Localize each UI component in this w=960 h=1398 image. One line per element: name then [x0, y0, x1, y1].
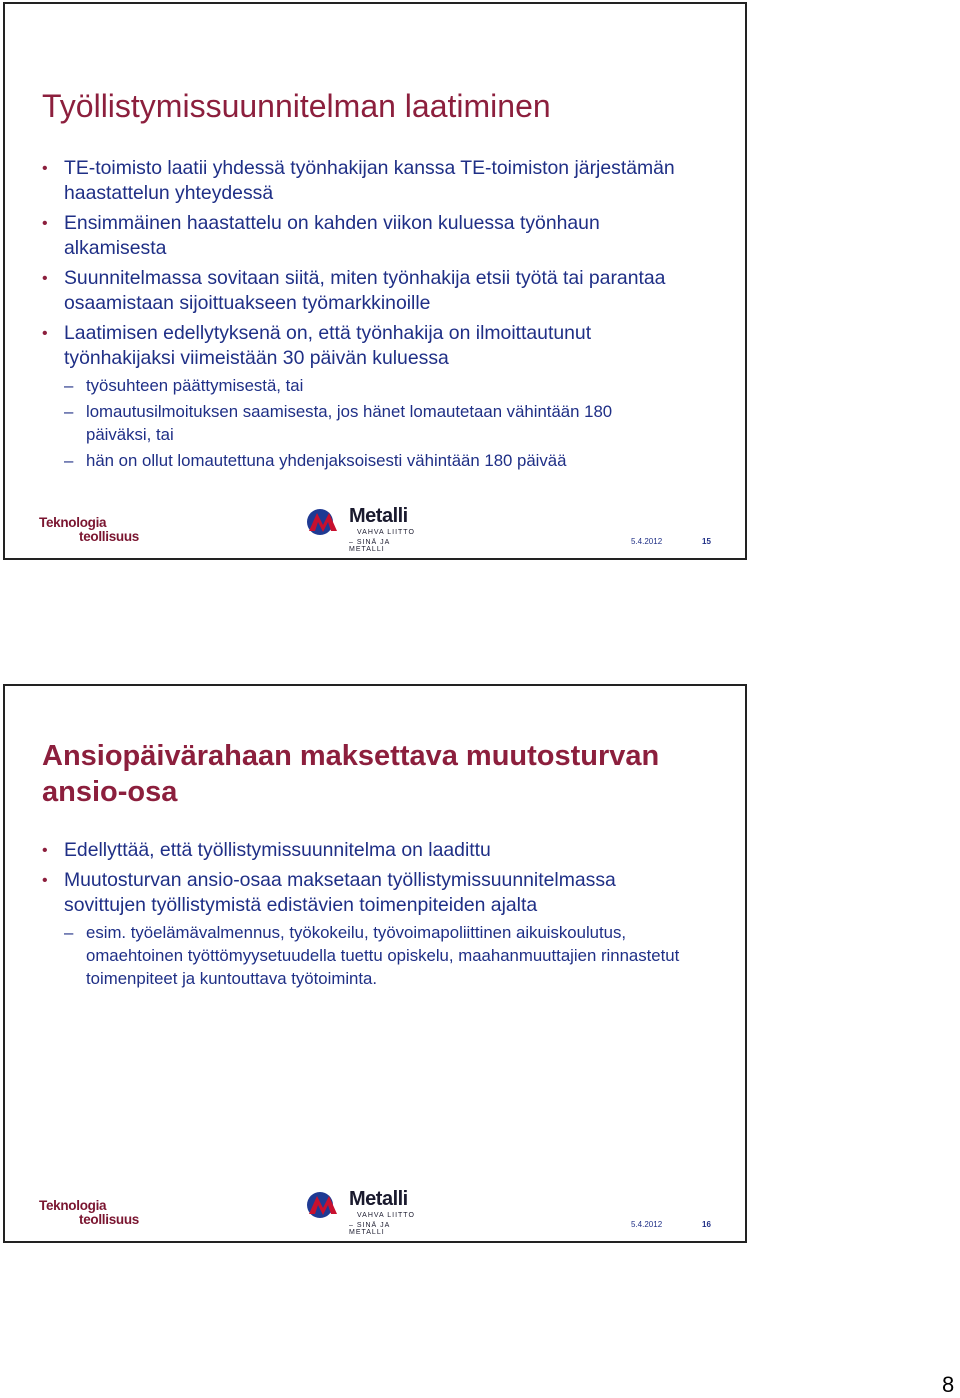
bullet-item — [42, 211, 682, 261]
bullet-dot-icon: • — [42, 842, 48, 859]
teknologiateollisuus-logo — [39, 1198, 151, 1228]
metalli-mark-icon — [305, 1190, 345, 1220]
logo-text: teollisuus — [79, 529, 140, 544]
bullet-text: Suunnitelmassa sovitaan siitä, miten työnhakija etsii työtä tai parantaa osaamistaan sijoittuakseen työmarkkinoille — [64, 267, 666, 314]
logo-text: teollisuus — [79, 1212, 140, 1227]
bullet-text: TE-toimisto laatii yhdessä työnhakijan kanssa TE-toimiston järjestämän haastattelun yhteydessä — [64, 157, 675, 204]
bullet-item — [42, 838, 682, 863]
dash-icon: – — [64, 923, 74, 942]
bullet-text: Edellyttää, että työllistymissuunnitelma on laadittu — [64, 839, 491, 861]
sub-bullet-item — [42, 921, 682, 990]
bullet-dot-icon: • — [42, 325, 48, 342]
bullet-text: Muutosturvan ansio-osaa maksetaan työllistymissuunnitelmassa sovittujen työllistymistä edistävien toimenpiteiden ajalta — [64, 869, 616, 916]
logo-tagline: VAHVA LIITTO — [357, 1212, 415, 1219]
bullet-item — [42, 156, 682, 206]
slide-content — [42, 838, 682, 993]
slide-date: 5.4.2012 — [631, 1220, 663, 1229]
slide-16 — [3, 684, 747, 1243]
sub-bullet-text: hän on ollut lomautettuna yhdenjaksoisesti vähintään 180 päivää — [86, 451, 567, 470]
page-number: 8 — [942, 1372, 955, 1397]
logo-tagline: – SINÄ JA METALLI — [349, 1222, 390, 1236]
logo-text: Metalli — [349, 1188, 408, 1210]
slide-title: Ansiopäivärahaan maksettava muutosturvan ansio-osa — [42, 740, 660, 808]
sub-bullet-text: lomautusilmoituksen saamisesta, jos hänet lomautetaan vähintään 180 päiväksi, tai — [86, 402, 613, 444]
dash-icon: – — [64, 451, 74, 470]
logo-tagline: VAHVA LIITTO — [357, 529, 415, 536]
slide-content — [42, 156, 682, 475]
bullet-item — [42, 868, 682, 918]
metalliliitto-logo — [305, 1188, 415, 1234]
bullet-dot-icon: • — [42, 270, 48, 287]
sub-bullet-text: esim. työelämävalmennus, työkokeilu, työvoimapoliittinen aikuiskoulutus, omaehtoinen työttömyysetuudella tuettu opiskelu, maahanmuuttajien rinnastetut toimenpiteet ja kuntouttava työtoiminta. — [86, 923, 680, 988]
dash-icon: – — [64, 376, 74, 395]
logo-text: Teknologia — [39, 515, 107, 530]
dash-icon: – — [64, 402, 74, 421]
sub-bullet-item — [42, 449, 682, 472]
slide-15 — [3, 2, 747, 560]
teknologiateollisuus-logo — [39, 515, 151, 545]
logo-text: Teknologia — [39, 1198, 107, 1213]
slide-title: Työllistymissuunnitelman laatiminen — [42, 88, 551, 124]
sub-bullet-item — [42, 374, 682, 397]
metalliliitto-logo — [305, 505, 415, 551]
bullet-text: Ensimmäinen haastattelu on kahden viikon kuluessa työnhaun alkamisesta — [64, 212, 600, 259]
sub-bullet-text: työsuhteen päättymisestä, tai — [86, 376, 304, 395]
bullet-item — [42, 266, 682, 316]
bullet-dot-icon: • — [42, 215, 48, 232]
logo-text: Metalli — [349, 505, 408, 527]
bullet-text: Laatimisen edellytyksenä on, että työnhakija on ilmoittautunut työnhakijaksi viimeistään 30 päivän kuluessa — [64, 322, 592, 369]
slide-number: 15 — [702, 537, 711, 546]
logo-tagline: – SINÄ JA METALLI — [349, 539, 390, 553]
bullet-dot-icon: • — [42, 160, 48, 177]
sub-bullet-item — [42, 400, 682, 446]
metalli-mark-icon — [305, 507, 345, 537]
bullet-item — [42, 321, 682, 371]
slide-date: 5.4.2012 — [631, 537, 663, 546]
slide-number: 16 — [702, 1220, 711, 1229]
bullet-dot-icon: • — [42, 872, 48, 889]
